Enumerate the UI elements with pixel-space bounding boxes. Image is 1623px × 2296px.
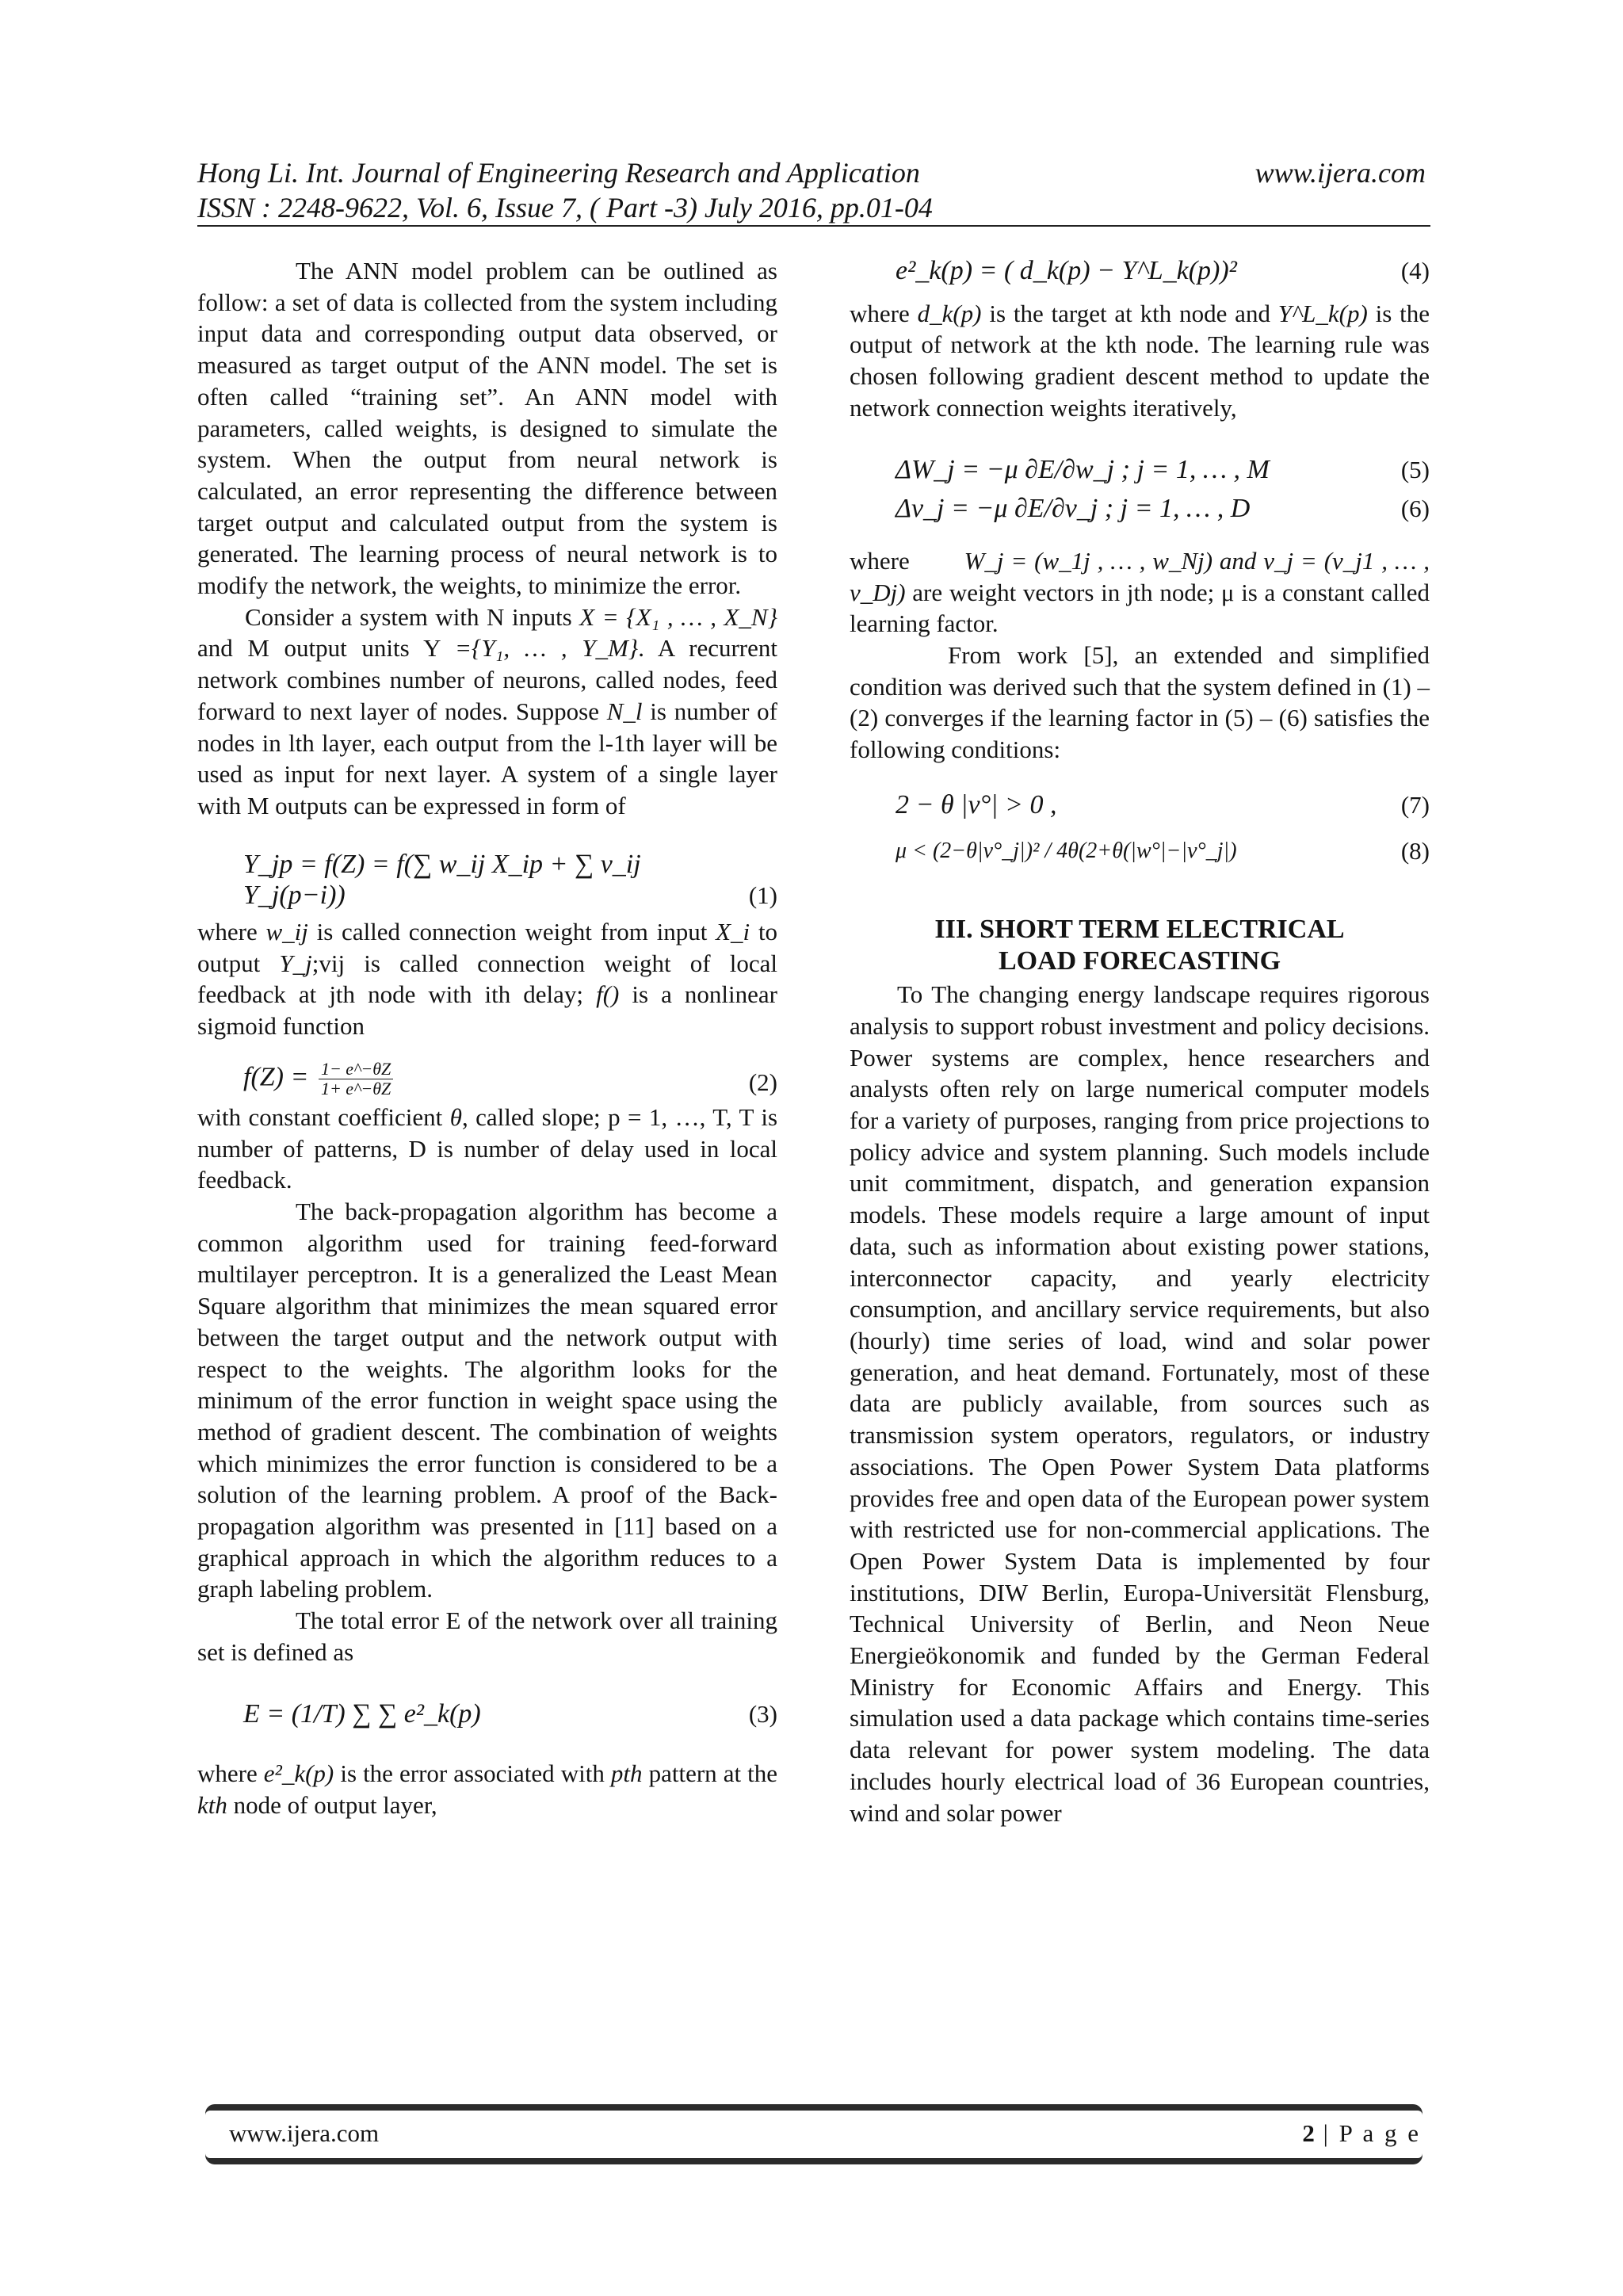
equation-4: e²_k(p) = ( d_k(p) − Y^L_k(p))² (4): [896, 256, 1430, 285]
paragraph: From work [5], an extended and simplified condition was derived such that the system defined in (1) – (2) converges if the learning factor in (5) – (6) satisfies the following conditions:: [850, 641, 1430, 764]
paragraph: The ANN model problem can be outlined as follow: a set of data is collected from the system including input data and corresponding output data observed, or measured as target output of the ANN model. The set is often called “training set”. An ANN model with parameters, called weights, is designed to simulate the system. When the output from neural network is calculated, an error representing the difference between target output and calculated output from the system is generated. The learning process of neural network is to modify the network, the weights, to minimize the error.: [197, 257, 777, 600]
footer-url[interactable]: www.ijera.com: [229, 2119, 380, 2147]
equation-2: f(Z) = $\frac{1- e\^{}-\theta Z}{1+ e\^{}-\theta Z}$ (2): [243, 1058, 777, 1098]
inline-math: X = {X₁ , … , X_N}: [579, 602, 777, 631]
left-column: [197, 255, 777, 1821]
paragraph: where d_k(p) is the target at kth node and Y^L_k(p) is the output of network at the kth node. The learning rule was chosen following gradient descent method to update the network connection weights iteratively,: [850, 299, 1430, 422]
paragraph: Consider a system with N inputs X = {X₁ , … , X_N} and M output units Y ={Y₁, … , Y_M}. A recurrent network combines number of neurons, called nodes, feed forward to next layer of nodes. Suppose N_l is number of nodes in lth layer, each output from the l-1th layer will be used as input for next layer. A system of a single layer with M outputs can be expressed in form of: [197, 602, 778, 819]
paragraph: where w_ij is called connection weight from input X_i to output Y_j;vij is called connection weight of local feedback at jth node with ith delay; f() is a nonlinear sigmoid function: [197, 918, 778, 1041]
footer-bar: [205, 2104, 1423, 2164]
paragraph: with constant coefficient θ, called slope; p = 1, …, T, T is number of patterns, D is number of delay used in local feedback.: [197, 1102, 778, 1194]
equation-1: Y_jp = f(Z) = f(∑ w_ij X_ip + ∑ v_ij Y_j(p−i)) (1): [243, 849, 777, 911]
inline-math: N_l: [606, 697, 643, 725]
equation-5: ΔW_j = −μ ∂E/∂w_j ; j = 1, … , M (5): [896, 454, 1430, 484]
header-divider: [197, 225, 1430, 227]
equation-8: μ < (2−θ|v°_j|)² / 4θ(2+θ(|w°|−|v°_j|) (8): [896, 836, 1430, 865]
paragraph: The back-propagation algorithm has become a common algorithm used for training feed-forward multilayer perceptron. It is a generalized the Least Mean Square algorithm that minimizes the mean squared error between the target output and the network output with respect to the weights. The algorithm looks for the minimum of the error function in weight space using the method of gradient descent. The combination of weights which minimizes the error function is considered to be a solution of the learning problem. A proof of the Back-propagation algorithm was presented in [11] based on a graphical approach in which the algorithm reduces to a graph labeling problem.: [197, 1197, 777, 1603]
header-url[interactable]: www.ijera.com: [1254, 157, 1426, 189]
equation-6: Δv_j = −μ ∂E/∂v_j ; j = 1, … , D (6): [896, 494, 1430, 524]
paragraph: To The changing energy landscape requires rigorous analysis to support robust investment and policy decisions. Power systems are complex, hence researchers and analysts often rely on large numerical computer models for a variety of purposes, ranging from price projections to policy advice and system planning. Such models include unit commitment, dispatch, and generation expansion models. These models require a large amount of input data, such as information about existing power stations, interconnector capacity, and yearly electricity consumption, and ancillary service requirements, but also (hourly) time series of load, wind and solar power generation, and heat demand. Fortunately, most of these data are publicly available, from sources such as transmission system operators, regulators, or industry associations. The Open Power System Data platforms provides free and open data of the European power system with restricted use for non-commercial applications. The Open Power System Data is implemented by four institutions, DIW Berlin, Europa-Universität Flensburg, Technical University of Berlin, and Neon Neue Energieökonomik and funded by the German Federal Ministry for Economic Affairs and Energy. This simulation used a data package which contains time-series data relevant for power system modeling. The data includes hourly electrical load of 36 European countries, wind and solar power: [850, 980, 1430, 1827]
paragraph: where e²_k(p) is the error associated with pth pattern at the kth node of output layer,: [197, 1759, 778, 1819]
paragraph: where W_j = (w_1j , … , w_Nj) and v_j = (v_j1 , … , v_Dj) are weight vectors in jth node; μ is a constant called learning factor.: [850, 546, 1430, 638]
section-title: III. SHORT TERM ELECTRICAL LOAD FORECASTING: [934, 915, 1345, 976]
equation-7: 2 − θ |v°| > 0 , (7): [896, 789, 1430, 819]
right-column: [850, 255, 1430, 1828]
paragraph: The total error E of the network over all training set is defined as: [197, 1606, 777, 1666]
equation-3: E = (1/T) ∑ ∑ e²_k(p) (3): [243, 1698, 777, 1729]
inline-math: ={Y₁, … , Y_M}: [455, 634, 639, 663]
journal-title: Hong Li. Int. Journal of Engineering Research and Application: [197, 157, 920, 189]
page-number: 2 | P a g e: [1302, 2119, 1421, 2147]
issn-line: ISSN : 2248-9622, Vol. 6, Issue 7, ( Part -3) July 2016, pp.01-04: [197, 192, 933, 223]
